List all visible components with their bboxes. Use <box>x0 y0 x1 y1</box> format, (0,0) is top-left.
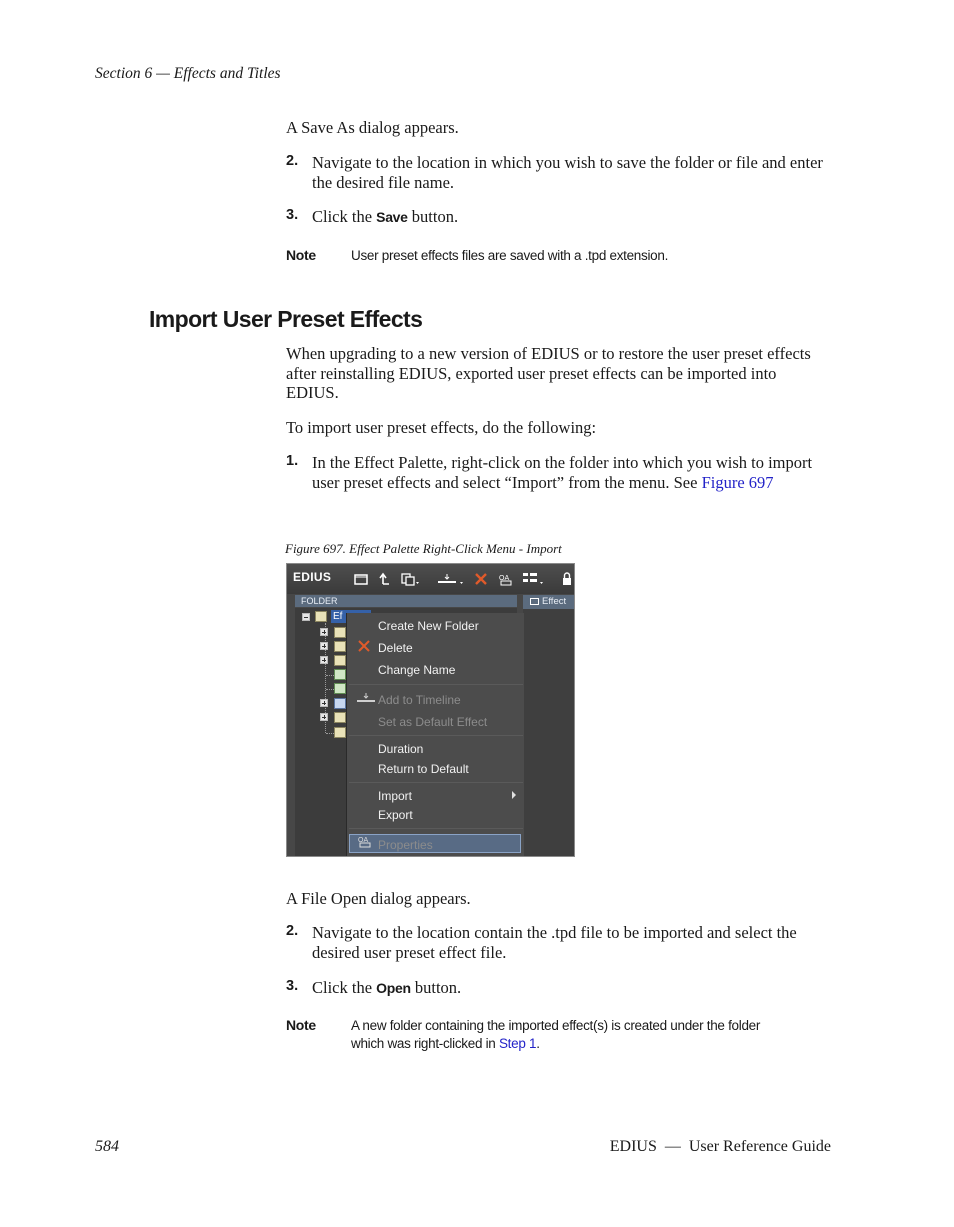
expand-icon[interactable] <box>320 642 328 650</box>
step-text <box>312 978 832 999</box>
menu-item-export[interactable]: Export <box>378 808 413 822</box>
menu-highlight <box>349 834 521 853</box>
step-text-part: button. <box>410 978 462 997</box>
menu-item-duration[interactable]: Duration <box>378 742 424 756</box>
selected-folder-node[interactable]: Ef <box>331 610 371 623</box>
folder-icon <box>315 611 327 622</box>
step-text-part: button. <box>407 207 459 226</box>
properties-icon[interactable] <box>498 571 514 587</box>
menu-item-import[interactable]: Import <box>378 789 413 803</box>
title-folder-icon <box>334 698 346 709</box>
folder-icon <box>334 669 346 680</box>
menu-item-change-name[interactable]: Change Name <box>378 663 456 677</box>
figure-link[interactable]: Figure 697 <box>701 472 774 492</box>
folder-icon <box>334 683 346 694</box>
step-number: 3. <box>286 978 299 994</box>
context-menu <box>346 613 524 857</box>
menu-item-delete[interactable]: Delete <box>378 641 413 655</box>
menu-separator <box>349 782 523 783</box>
delete-icon <box>357 639 371 653</box>
step-text <box>312 453 827 492</box>
ui-label-open: Open <box>376 980 411 996</box>
step-text-part: Click the <box>312 978 377 997</box>
note-label: Note <box>286 247 316 263</box>
toolbar <box>287 564 575 594</box>
page-number: 584 <box>95 1138 119 1155</box>
up-folder-icon[interactable] <box>377 571 393 587</box>
delete-icon[interactable] <box>473 571 489 587</box>
add-to-timeline-icon[interactable] <box>436 571 466 587</box>
note-text: User preset effects files are saved with a .tpd extension. <box>351 248 669 263</box>
step-text-part: In the Effect Palette, right-click on the folder into which you wish to import user preset effects and select “Import” from the menu. See <box>312 453 813 492</box>
step-text: Navigate to the location contain the .tpd file to be imported and select the desired user preset effect file. <box>312 923 797 962</box>
edius-logo: EDIUS <box>293 570 332 584</box>
step-text-part: Click the <box>312 207 377 226</box>
ui-label-save: Save <box>376 209 408 225</box>
effect-panel-header-label: Effect <box>542 596 567 607</box>
folder-icon[interactable] <box>353 571 369 587</box>
menu-separator <box>349 828 523 829</box>
folder-panel-header: FOLDER <box>295 595 517 607</box>
menu-item-add-to-timeline: Add to Timeline <box>378 693 461 707</box>
step-number: 1. <box>286 453 299 469</box>
running-header: Section 6 — Effects and Titles <box>95 65 281 82</box>
effect-panel <box>523 609 575 857</box>
effect-panel-header <box>523 595 575 609</box>
lock-icon[interactable] <box>559 571 575 587</box>
folder-icon <box>334 712 346 723</box>
guide-title-text: EDIUS — User Reference Guide <box>609 1138 831 1155</box>
menu-item-create-new-folder[interactable]: Create New Folder <box>378 619 479 633</box>
intro-line: A Save As dialog appears. <box>286 118 459 137</box>
folder-icon <box>334 655 346 666</box>
add-to-timeline-icon <box>356 691 376 705</box>
expand-icon[interactable] <box>320 713 328 721</box>
step-text <box>312 207 832 228</box>
tree-line <box>326 689 334 690</box>
note-text-part: A new folder containing the imported effect(s) is created under the folder which was right-clicked in <box>351 1018 761 1051</box>
copy-dropdown-icon[interactable] <box>400 571 422 587</box>
folder-icon <box>334 727 346 738</box>
menu-item-properties: Properties <box>378 838 433 852</box>
folder-icon <box>334 641 346 652</box>
step-number: 2. <box>286 153 299 169</box>
note-text-part: . <box>536 1036 540 1051</box>
svg-text:OA: OA <box>499 575 510 582</box>
note-text <box>351 1017 796 1053</box>
menu-separator <box>349 684 523 685</box>
svg-text:OA: OA <box>358 837 369 844</box>
section-paragraph: To import user preset effects, do the following: <box>286 418 597 437</box>
properties-icon <box>357 834 373 850</box>
step-number: 3. <box>286 207 299 223</box>
step-link[interactable]: Step 1 <box>498 1036 537 1051</box>
note-label: Note <box>286 1017 316 1033</box>
effect-palette-screenshot <box>286 563 575 857</box>
submenu-arrow-icon <box>512 791 516 799</box>
step-text: Navigate to the location in which you wish to save the folder or file and enter the desired file name. <box>312 153 823 192</box>
view-mode-dropdown-icon[interactable] <box>522 571 546 587</box>
menu-item-set-as-default-effect: Set as Default Effect <box>378 715 488 729</box>
collapse-icon[interactable] <box>302 613 310 621</box>
figure-caption: Figure 697. Effect Palette Right-Click Menu - Import <box>285 541 562 556</box>
section-paragraph: When upgrading to a new version of EDIUS or to restore the user preset effects after reinstalling EDIUS, exported user preset effects can be imported into EDIUS. <box>286 344 811 402</box>
expand-icon[interactable] <box>320 628 328 636</box>
guide-title <box>610 1137 831 1157</box>
tree-line <box>326 733 334 734</box>
menu-item-return-to-default[interactable]: Return to Default <box>378 762 469 776</box>
step-number: 2. <box>286 923 299 939</box>
section-heading: Import User Preset Effects <box>149 306 423 332</box>
expand-icon[interactable] <box>320 656 328 664</box>
folder-icon <box>334 627 346 638</box>
after-line: A File Open dialog appears. <box>286 889 471 908</box>
tree-line <box>326 675 334 676</box>
menu-separator <box>349 735 523 736</box>
expand-icon[interactable] <box>320 699 328 707</box>
